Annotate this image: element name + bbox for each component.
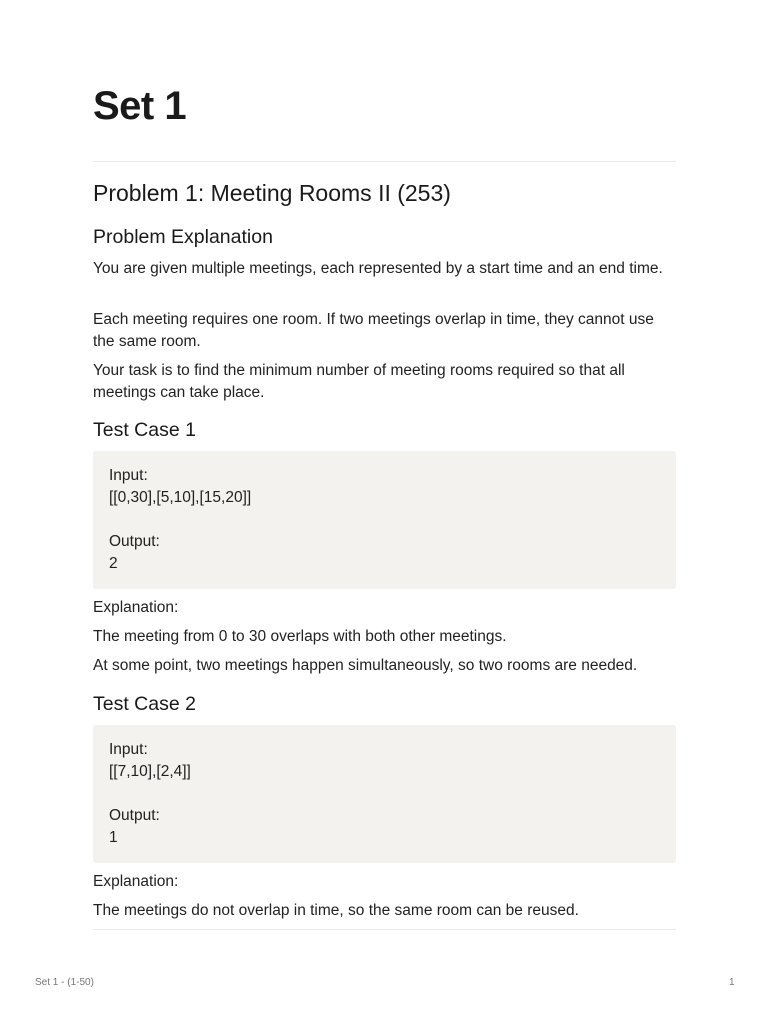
output-label: Output: <box>109 807 160 824</box>
output-value: 2 <box>109 555 118 572</box>
test-case-2-code-block <box>93 725 676 863</box>
footer-document-label: Set 1 - (1-50) <box>35 977 94 988</box>
document-title: Set 1 <box>93 84 187 128</box>
problem-title: Problem 1: Meeting Rooms II (253) <box>93 180 451 206</box>
input-value: [[0,30],[5,10],[15,20]] <box>109 489 252 506</box>
input-label: Input: <box>109 467 148 484</box>
explanation-paragraph-2: Each meeting requires one room. If two meetings overlap in time, they cannot use the same room. <box>93 311 654 350</box>
test-case-1-explanation-label: Explanation: <box>93 599 179 616</box>
test-case-2-heading: Test Case 2 <box>93 693 196 715</box>
bottom-divider <box>93 929 676 930</box>
test-case-1-explanation-line-1: The meeting from 0 to 30 overlaps with both other meetings. <box>93 628 507 645</box>
explanation-heading: Problem Explanation <box>93 226 273 248</box>
code-spacer <box>109 783 660 805</box>
footer-page-number: 1 <box>729 977 735 988</box>
explanation-paragraph-3: Your task is to find the minimum number of meeting rooms required so that all meetings can take place. <box>93 362 625 401</box>
code-spacer <box>109 509 660 531</box>
output-label: Output: <box>109 533 160 550</box>
input-label: Input: <box>109 741 148 758</box>
test-case-2-explanation-line-1: The meetings do not overlap in time, so the same room can be reused. <box>93 902 579 919</box>
test-case-2-explanation-label: Explanation: <box>93 873 179 890</box>
test-case-1-heading: Test Case 1 <box>93 419 196 441</box>
explanation-paragraph-1: You are given multiple meetings, each represented by a start time and an end time. <box>93 260 663 277</box>
input-value: [[7,10],[2,4]] <box>109 763 191 780</box>
test-case-1-explanation-line-2: At some point, two meetings happen simultaneously, so two rooms are needed. <box>93 657 638 674</box>
test-case-1-code-block <box>93 451 676 589</box>
title-divider <box>93 161 676 162</box>
output-value: 1 <box>109 829 118 846</box>
